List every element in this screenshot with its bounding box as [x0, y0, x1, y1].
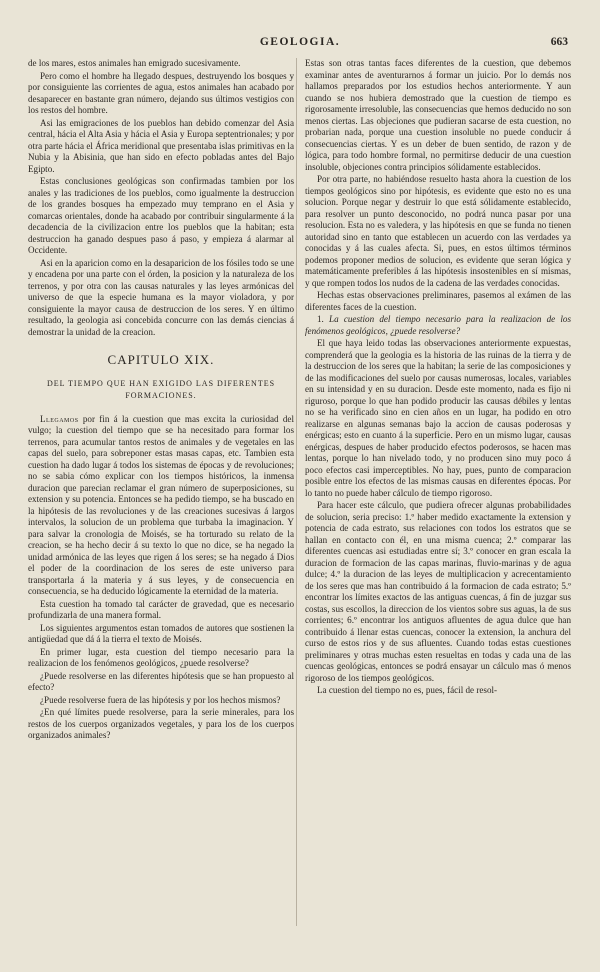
paragraph: ¿En qué límites puede resolverse, para la serie minerales, para los restos de los cuerpos organizados vegetales, y para los de los cuerpos organizados animales?	[28, 707, 294, 740]
question-number: 1.	[317, 314, 324, 324]
paragraph: Pero como el hombre ha llegado despues, destruyendo los bosques y por consiguiente las corrientes de agua, estos animales han acabado por desaparecer en bastante gran número, dejando sus últimos vestigios con los restos del hombre.	[28, 70, 294, 115]
paragraph: La cuestion del tiempo no es, pues, fácil de resol-	[317, 685, 498, 695]
paragraph: Estas conclusiones geológicas son confirmadas tambien por los anales y las tradiciones de los pueblos, como igualmente la destruccion de los grandes bosques ha empezado muy temprano en el Asia y comarcas orientales, donde ha acabado por contribuir singularmente á la decadencia de la civilizacion entre los pueblos que la habitan; esta destruccion ha ganado despues paso á paso, y empieza á alarmar al Occidente.	[28, 176, 294, 255]
running-title: GEOLOGIA.	[259, 36, 341, 48]
first-paragraph-text: por fin á la cuestion que mas excita la curiosidad del vulgo; la cuestion del tiempo que se ha necesitado para formar los terrenos, para acumular tantos restos de animales y de vegetales en las capas del suelo, para sobreponer estas masas capas, etc. Tambien esta cuestion ha dado lugar á todos los sistemas de épocas y de revoluciones; no se sabia cómo explicar con los tiempos históricos, la inmensa duracion que parecian reclamar el gran número de superposiciones, su extension y su potencia. Entonces se ha pedido tiempo, se ha buscado en la hipótesis de las revoluciones y de las creaciones sucesivas á largos intervalos, la solucion de un problema que turbaba la imaginacion. Y para salvar la cronologia de Moisés, se ha torturado su relato de la creacion, se ha hecho decir á su texto lo que no dice, se ha negado la unidad armónica de las leyes que rigen á los seres; se ha negado á Dios el poder de la coordinacion de los seres de este universo para transportarla á la materia y á sus leyes, y de consecuencia en consecuencia, se ha deducido lógicamente la eternidad de la materia.	[28, 413, 294, 596]
paragraph: Hechas estas observaciones preliminares, pasemos al exámen de las diferentes faces de la cuestion.	[305, 290, 571, 312]
question-text: La cuestion del tiempo necesario para la realizacion de los fenómenos geológicos, ¿puede resolverse?	[305, 314, 571, 336]
paragraph: El que haya leido todas las observaciones anteriormente expuestas, comprenderá que la geologia es la historia de las ruinas de la tierra y de la destruccion de los seres que la habitan; la serie de las composiciones y de las modificaciones del suelo por causas numerosas, locales, variables en su intensidad y en su duracion. Desde este momento, nada es fijo ni riguroso, porque lo que han podido producir las causas débiles y lentas no se ha verificado sino en cien años en un lugar, ha podido en otro realizarse en algunas semanas bajo la accion de causas poderosas y enérgicas; esto en cuanto á la superficie. Pero en un mismo lugar, causas enérgicas, despues de haber producido efectos poderosos, se hacen mas lentas, porque lo han nivelado todo, y no producen sino muy poco á poco efectos casi imperceptibles. No hay, pues, punto de comparacion posible entre los efectos de las mismas causas en diferentes épocas. Por lo tanto no puede haber cálculo de tiempo rigoroso.	[305, 338, 571, 498]
right-column	[305, 58, 571, 698]
lead-word: Llegamos	[40, 413, 79, 424]
chapter-title: CAPITULO XIX.	[107, 352, 215, 367]
paragraph: ¿Puede resolverse en las diferentes hipótesis que se han propuesto al efecto?	[28, 670, 294, 692]
left-column	[28, 58, 294, 743]
paragraph: Para hacer este cálculo, que pudiera ofrecer algunas probabilidades de solucion, seria preciso: 1.º haber medido exactamente la extension y potencia de cada estrato, sus relaciones con todos los estratos que se hallan en contacto con él, en una misma cuenca; 2.º comparar las diferentes cuencas asi estudiadas entre sí; 3.º conocer en gran escala la duracion de formacion de las capas marinas, fluvio-marinas y de agua dulce; 4.º la duracion de las leyes de multiplicacion y acrecentamiento de los seres que mas han contribuido á la formacion de cada estrato; 5.º encontrar los límites exactos de las antiguas cuencas, á fin de juzgar sus costas, sus escollos, la direccion de los vientos sobre sus aguas, la de sus corrientes; 6.º encontrar los antiguos afluentes de agua dulce que han contribuido á llenar estas cuencas, conocer la extension, la anchura del curso de estos rios y de sus afluentes. Cuando todas estas cuestiones preliminares y otras muchas esten resueltas en todas y cada una de las cuencas geológicas, entonces se podrá ensayar un cálculo mas ó menos rigoroso de los tiempos geológicos.	[305, 500, 571, 683]
paragraph: Por otra parte, no habiéndose resuelto hasta ahora la cuestion de los tiempos geológicos sino por hipótesis, es evidente que esto no es una solucion. Porque negar y destruir lo que está sólidamente establecido, para resolver un punto desconocido, no podrá nunca pasar por una resolucion. Esta no es valedera, y las hipótesis en que se funda no tienen autoridad sino en tanto que establecen un acuerdo con las verdades ya conocidas y á las cuales afecta. Si, pues, en estos últimos términos podemos proponer medios de solucion, es evidente que seran lógica y matemáticamente preferibles á las hipótesis insostenibles en sí mismas, y que rompen todos los nudos de la cadena de las verdades conocidas.	[305, 174, 571, 288]
chapter-subtitle: DEL TIEMPO QUE HAN EXIGIDO LAS DIFERENTES FORMACIONES.	[46, 378, 276, 400]
chapter-first-paragraph	[28, 414, 294, 598]
question-paragraph	[305, 314, 571, 337]
paragraph: En primer lugar, esta cuestion del tiempo necesario para la realizacion de los fenómenos geológicos, ¿puede resolverse?	[28, 646, 294, 668]
paragraph: Esta cuestion ha tomado tal carácter de gravedad, que es necesario profundizarla de una manera formal.	[28, 598, 294, 620]
paragraph: Asi en la aparicion como en la desaparicion de los fósiles todo se une y encadena por una parte con el órden, la posicion y la naturaleza de los terrenos, y por otra con las causas naturales y las leyes armónicas del universo de que la especie humana es la mayor violadora, y por consiguiente la mayor causa de destruccion de los seres. Y en último resultado, la geologia asi concebida concurre con las demás ciencias á demostrar la unidad de la creacion.	[28, 257, 294, 337]
paragraph: de los mares, estos animales han emigrado sucesivamente.	[28, 58, 241, 68]
page-number: 663	[550, 36, 568, 48]
paragraph: ¿Puede resolverse fuera de las hipótesis y por los hechos mismos?	[40, 694, 281, 705]
page-header	[0, 36, 600, 56]
paragraph: Asi las emigraciones de los pueblos han debido comenzar del Asia central, hácia el Alta Asia y hácia el Asia y Europa septentrionales; y por otra parte hácia el África meridional que presentaba islas primitivas en la Nubia y la Abisinia, que han sido en efecto pobladas antes del Bajo Egipto.	[28, 117, 294, 174]
paragraph: Los siguientes argumentos estan tomados de autores que sostienen la antigüedad que dá á la tierra el texto de Moisés.	[28, 622, 294, 644]
paragraph: Estas son otras tantas faces diferentes de la cuestion, que debemos examinar antes de aventurarnos á formar un juicio. Por lo demás nos hallamos preparados por los estudios hechos anteriormente. Y aun cuando se nos hubiera demostrado que la cuestion de tiempo es rigorosamente irresoluble, las consecuencias que hemos deducido no son menos ciertas. Las objeciones que pudieran sacarse de esta cuestion, no probarian nada, porque una cuestion insoluble no puede conducir á consecuencias ciertas. Y es un deber de buen sentido, de razon y de lógica, para todo hombre formal, no permitirse deducir de una cuestion insoluble, objeciones contra principios sólidamente establecidos.	[305, 58, 571, 172]
column-divider	[296, 58, 297, 926]
